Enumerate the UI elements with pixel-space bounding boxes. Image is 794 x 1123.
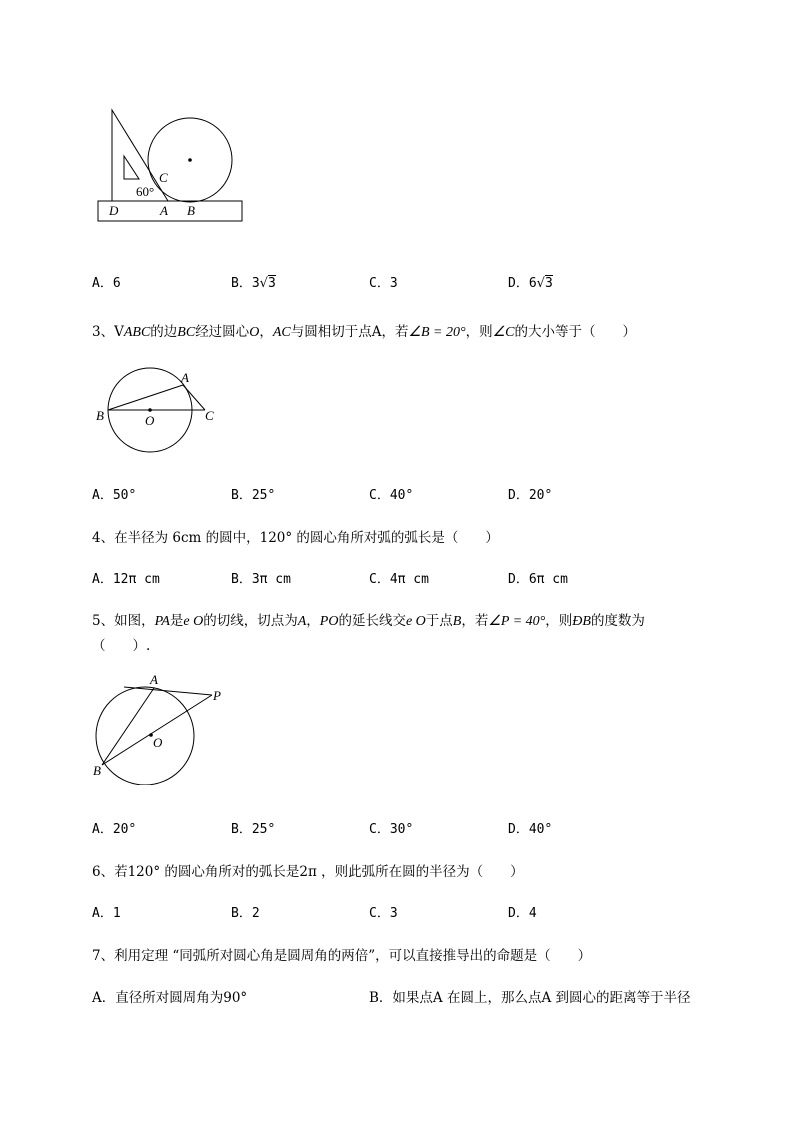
q3-option-b[interactable]: B．25° <box>231 488 276 503</box>
q7-option-a[interactable]: A．直径所对圆周角为90° <box>92 990 248 1006</box>
q5-math: e O <box>405 614 426 629</box>
q3-math: AC <box>272 325 291 340</box>
q4-option-d[interactable]: D．6π cm <box>508 572 568 587</box>
q3-option-c[interactable]: C．40° <box>369 488 414 503</box>
q3-question <box>92 320 636 341</box>
q4-option-b[interactable]: B．3π cm <box>231 572 291 587</box>
q5-option-b[interactable]: B．25° <box>231 822 276 837</box>
q5-question-line2: （ ）. <box>92 638 151 654</box>
label-D: D <box>109 203 119 218</box>
q2-option-d-radicand: 3 <box>544 276 553 291</box>
q3-figure <box>92 360 222 455</box>
q5-math: ÐB <box>572 614 591 629</box>
label-C: C <box>205 408 214 423</box>
sqrt-sign: √ <box>536 276 545 291</box>
q5-text: ， <box>306 613 320 629</box>
q6-option-a[interactable]: A．1 <box>92 906 121 921</box>
figure-ruler-circle <box>90 100 260 225</box>
segment-AB <box>102 688 154 765</box>
q5-figure <box>88 670 238 785</box>
q5-question <box>92 609 645 630</box>
q4-option-c[interactable]: C．4π cm <box>369 572 429 587</box>
q5-text: 的度数为 <box>590 613 645 629</box>
q5-text: 于点 <box>425 613 453 629</box>
q4-question: 4、在半径为 6cm 的圆中，120° 的圆心角所对弧的弧长是（ ） <box>92 530 499 546</box>
q3-text: 的大小等于（ ） <box>514 324 636 340</box>
q3-math: O <box>249 325 260 340</box>
segment-AC <box>183 385 205 410</box>
q3-option-a[interactable]: A．50° <box>92 488 137 503</box>
q3-number: 3、 <box>92 324 115 340</box>
segment-BA <box>108 385 183 410</box>
q6-question: 6、若120° 的圆心角所对的弧长是2π ，则此弧所在圆的半径为（ ） <box>92 864 524 880</box>
q6-option-b[interactable]: B．2 <box>231 906 260 921</box>
q5-option-d[interactable]: D．40° <box>508 822 553 837</box>
q5-math: e O <box>183 614 204 629</box>
q2-option-c[interactable]: C．3 <box>369 276 398 291</box>
q3-text: ，则 <box>465 324 493 340</box>
label-C: C <box>159 170 168 185</box>
label-B: B <box>187 203 195 218</box>
q2-option-a[interactable]: A．6 <box>92 276 121 291</box>
q6-option-d[interactable]: D．4 <box>508 906 537 921</box>
base-board <box>98 201 242 221</box>
q3-math: BC <box>177 325 196 340</box>
label-O: O <box>153 735 163 750</box>
q5-text: 5、如图， <box>92 613 155 629</box>
label-P: P <box>213 688 221 703</box>
label-A: A <box>160 203 168 218</box>
center-dot <box>148 408 152 412</box>
q3-text: 与圆相切于点A，若 <box>290 324 409 340</box>
q5-option-a[interactable]: A．20° <box>92 822 137 837</box>
q3-math: ∠C <box>492 325 515 340</box>
q3-text: V <box>114 324 124 340</box>
q5-math: B <box>452 614 462 629</box>
q5-math: PA <box>154 614 170 629</box>
q7-option-b[interactable]: B．如果点A 在圆上，那么点A 到圆心的距离等于半径 <box>369 990 691 1006</box>
q5-text: 的切线，切点为 <box>203 613 298 629</box>
tangent-PA <box>124 687 212 695</box>
segment-PB <box>102 695 212 765</box>
q3-text: 经过圆心 <box>195 324 250 340</box>
q2-option-d[interactable] <box>508 272 553 291</box>
q5-text: 是 <box>169 613 184 629</box>
label-angle: 60° <box>136 184 155 199</box>
q2-option-b[interactable] <box>231 272 276 291</box>
label-O: O <box>145 413 155 428</box>
label-B: B <box>96 408 104 423</box>
q5-math: ∠P = 40° <box>488 614 546 629</box>
set-square-hole <box>124 156 139 179</box>
q5-option-c[interactable]: C．30° <box>369 822 414 837</box>
q3-option-d[interactable]: D．20° <box>508 488 553 503</box>
circle-center <box>188 158 192 162</box>
q4-option-a[interactable]: A．12π cm <box>92 572 160 587</box>
q2-option-b-prefix: B．3 <box>231 276 260 291</box>
q3-math: ABC <box>123 325 151 340</box>
q5-text: 的延长线交 <box>338 613 406 629</box>
q5-math: PO <box>319 614 339 629</box>
q3-math: ∠B = 20° <box>408 325 466 340</box>
sqrt-sign: √ <box>259 276 268 291</box>
label-B: B <box>93 763 101 778</box>
q5-math: A <box>297 614 307 629</box>
label-A: A <box>150 672 158 687</box>
q5-text: ，若 <box>461 613 489 629</box>
q6-option-c[interactable]: C．3 <box>369 906 398 921</box>
q2-option-b-radicand: 3 <box>267 276 276 291</box>
q7-question: 7、利用定理 “同弧所对圆心角是圆周角的两倍”，可以直接推导出的命题是（ ） <box>92 948 592 964</box>
q3-text: ， <box>259 324 273 340</box>
q3-text: 的边 <box>150 324 178 340</box>
label-A: A <box>181 370 189 385</box>
q2-option-d-prefix: D．6 <box>508 276 537 291</box>
q5-text: ，则 <box>545 613 573 629</box>
